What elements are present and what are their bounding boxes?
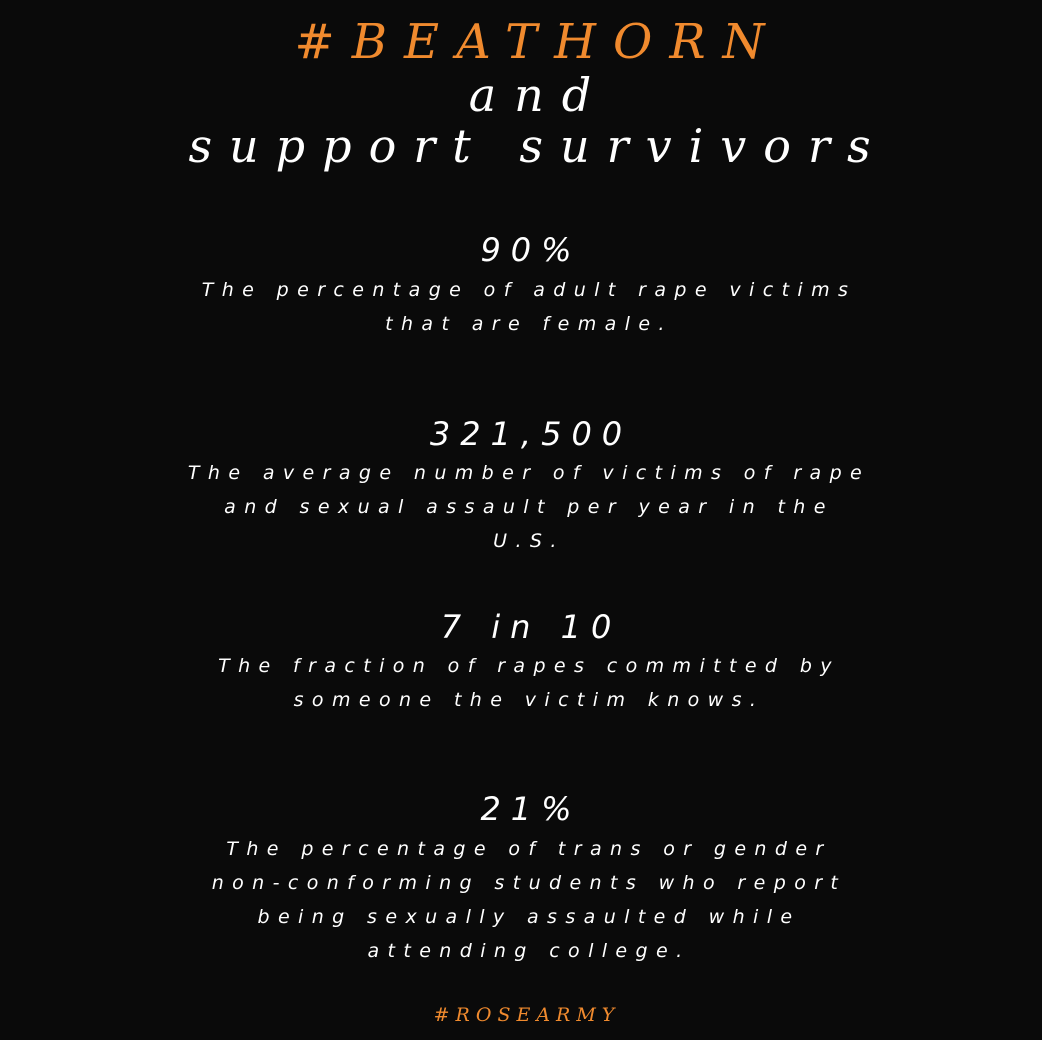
stat-description-line: U.S. xyxy=(493,530,565,552)
title-line-support-survivors: support survivors xyxy=(188,119,888,173)
stat-description xyxy=(0,456,1042,558)
stat-description-line: The percentage of adult rape victims xyxy=(201,279,857,301)
stat-description-line: The percentage of trans or gender xyxy=(226,838,832,860)
stat-description-line: someone the victim knows. xyxy=(293,689,765,711)
stat-description xyxy=(0,649,1042,717)
stat-value-321500: 321,500 xyxy=(429,415,633,453)
stat-value-7-in-10: 7 in 10 xyxy=(440,608,622,646)
stat-description-line: that are female. xyxy=(385,313,673,335)
stat-description-line: non-conforming students who report xyxy=(211,872,847,894)
hashtag-title: #BEATHORN xyxy=(294,14,782,70)
footer-hashtag: #ROSEARMY xyxy=(433,1004,621,1026)
stat-description-line: and sexual assault per year in the xyxy=(224,496,834,518)
stat-description-line: being sexually assaulted while xyxy=(257,906,801,928)
stat-description xyxy=(0,832,1042,968)
stat-description-line: The average number of victims of rape xyxy=(187,462,871,484)
stat-description xyxy=(0,273,1042,341)
stat-value-90-percent: 90% xyxy=(480,231,582,269)
title-line-and: and xyxy=(468,68,610,122)
stat-description-line: The fraction of rapes committed by xyxy=(218,655,840,677)
stat-value-21-percent: 21% xyxy=(480,790,582,828)
stat-description-line: attending college. xyxy=(367,940,691,962)
